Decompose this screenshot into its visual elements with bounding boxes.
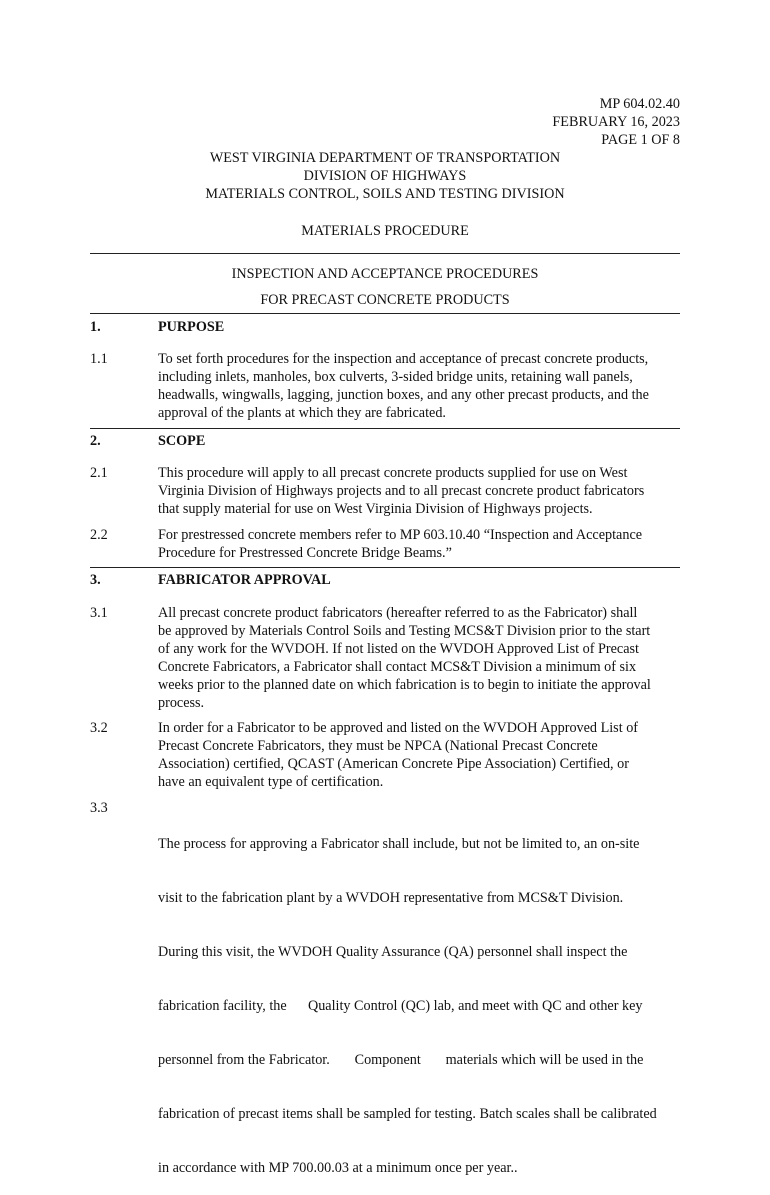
text-line: visit to the fabrication plant by a WVDOH representative from MCS&T Division.	[158, 890, 624, 906]
text-line: During this visit, the WVDOH Quality Assurance (QA) personnel shall inspect the	[158, 944, 628, 960]
text-line: Precast Concrete Fabricators, they must be NPCA (National Precast Concrete	[158, 738, 598, 754]
text-line: approval of the plants at which they are fabricated.	[158, 405, 446, 421]
clause-text	[158, 350, 680, 422]
text-line: Virginia Division of Highways projects and to all precast concrete product fabricators	[158, 483, 645, 499]
text-line: In order for a Fabricator to be approved and listed on the WVDOH Approved List of	[158, 720, 639, 736]
clause-number: 2.1	[90, 465, 108, 481]
text-line: that supply material for use on West Virginia Division of Highways projects.	[158, 501, 593, 517]
header-divider	[90, 253, 680, 254]
clause-number: 3.1	[90, 605, 108, 621]
org-line-1: WEST VIRGINIA DEPARTMENT OF TRANSPORTATION	[209, 150, 561, 166]
section-number: 2.	[90, 433, 101, 449]
text-line: including inlets, manholes, box culverts, 3-sided bridge units, retaining wall panels,	[158, 369, 633, 385]
clause-number: 3.2	[90, 720, 108, 736]
text-line: weeks prior to the planned date on which fabrication is to begin to initiate the approval	[158, 677, 651, 693]
clause-number: 1.1	[90, 351, 108, 367]
text-line: fabrication of precast items shall be sampled for testing. Batch scales shall be calibrated	[158, 1106, 657, 1122]
text-line: For prestressed concrete members refer to MP 603.10.40 “Inspection and Acceptance	[158, 527, 643, 543]
text-line: fabrication facility, the Quality Control (QC) lab, and meet with QC and other key	[158, 998, 643, 1014]
text-line: To set forth procedures for the inspection and acceptance of precast concrete products,	[158, 351, 649, 367]
text-line: Procedure for Prestressed Concrete Bridge Beams.”	[158, 545, 452, 561]
org-line-2: DIVISION OF HIGHWAYS	[303, 168, 467, 184]
text-line: personnel from the Fabricator. Component materials which will be used in the	[158, 1052, 644, 1068]
text-line: The process for approving a Fabricator shall include, but not be limited to, an on-site	[158, 836, 640, 852]
text-line: This procedure will apply to all precast concrete products supplied for use on West	[158, 465, 628, 481]
clause-text	[158, 464, 680, 518]
section-heading-purpose: PURPOSE	[158, 319, 225, 335]
text-line: Concrete Fabricators, a Fabricator shall contact MCS&T Division a minimum of six	[158, 659, 637, 675]
text-line: process.	[158, 695, 205, 711]
text-line: Association) certified, QCAST (American Concrete Pipe Association) Certified, or	[158, 756, 629, 772]
clause-number: 3.3	[90, 800, 108, 816]
title-line-2: FOR PRECAST CONCRETE PRODUCTS	[260, 292, 510, 308]
section-divider	[90, 313, 680, 314]
clause-text	[158, 719, 680, 791]
text-line: of any work for the WVDOH. If not listed on the WVDOH Approved List of Precast	[158, 641, 639, 657]
text-line: have an equivalent type of certification.	[158, 774, 384, 790]
section-divider	[90, 428, 680, 429]
section-number: 3.	[90, 572, 101, 588]
section-heading-fabricator-approval: FABRICATOR APPROVAL	[158, 572, 331, 588]
clause-number: 2.2	[90, 527, 108, 543]
page-number: PAGE 1 OF 8	[601, 132, 680, 148]
section-number: 1.	[90, 319, 101, 335]
text-line: headwalls, wingwalls, lagging, junction boxes, and any other precast products, and the	[158, 387, 649, 403]
document-number: MP 604.02.40	[599, 96, 680, 112]
title-line-1: INSPECTION AND ACCEPTANCE PROCEDURES	[231, 266, 539, 282]
text-line: All precast concrete product fabricators (hereafter referred to as the Fabricator) shall	[158, 605, 638, 621]
text-line: in accordance with MP 700.00.03 at a minimum once per year..	[158, 1160, 518, 1176]
document-header-info	[552, 95, 680, 149]
text-line: be approved by Materials Control Soils and Testing MCS&T Division prior to the start	[158, 623, 651, 639]
clause-text	[158, 526, 680, 562]
clause-text	[158, 604, 680, 712]
document-type: MATERIALS PROCEDURE	[301, 223, 469, 239]
document-date: FEBRUARY 16, 2023	[552, 114, 680, 130]
clause-text	[158, 799, 680, 1195]
section-heading-scope: SCOPE	[158, 433, 206, 449]
org-line-3: MATERIALS CONTROL, SOILS AND TESTING DIVISION	[205, 186, 565, 202]
section-divider	[90, 567, 680, 568]
